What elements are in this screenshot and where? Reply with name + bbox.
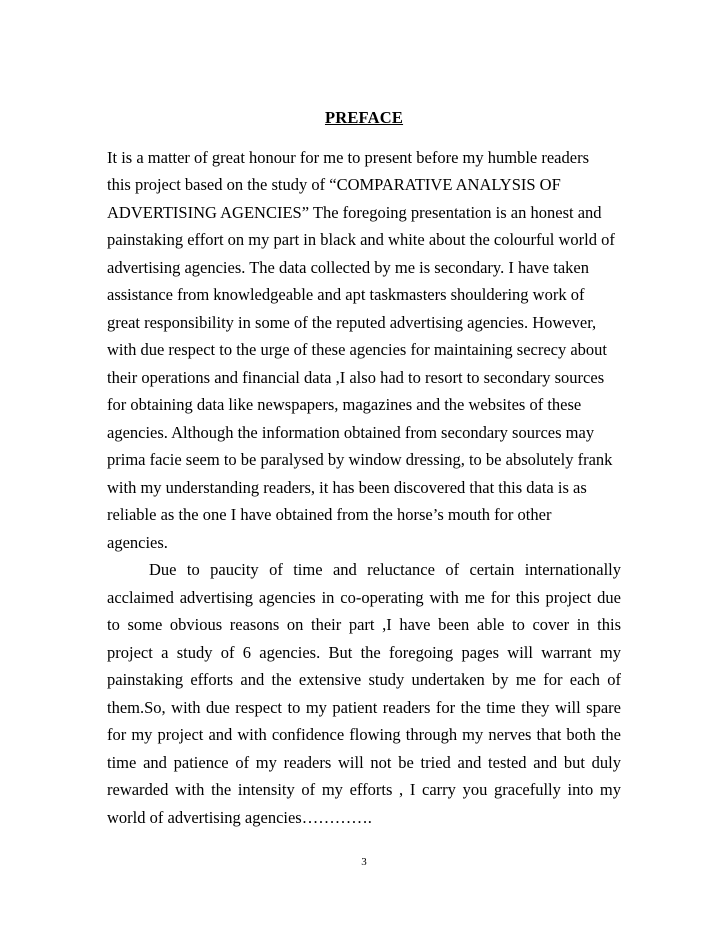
paragraph-line: assistance from knowledgeable and apt taskmasters shouldering work of: [107, 285, 585, 304]
paragraph-line: to some obvious reasons on their part ,I have been able to cover in this: [107, 615, 621, 634]
paragraph-line: Due to paucity of time and reluctance of certain internationally: [149, 560, 621, 579]
paragraph-line: this project based on the study of “COMPARATIVE ANALYSIS OF: [107, 175, 561, 194]
paragraph-line: ADVERTISING AGENCIES” The foregoing presentation is an honest and: [107, 203, 602, 222]
paragraph-line: for my project and with confidence flowing through my nerves that both the: [107, 725, 621, 744]
page-title: PREFACE: [324, 108, 404, 127]
paragraph-line: rewarded with the intensity of my efforts , I carry you gracefully into my: [107, 780, 621, 799]
paragraph-line: time and patience of my readers will not be tried and tested and but duly: [107, 753, 621, 772]
paragraph-line: their operations and financial data ,I also had to resort to secondary sources: [107, 368, 605, 387]
paragraph-line: agencies.: [107, 533, 168, 552]
paragraph-line: advertising agencies. The data collected by me is secondary. I have taken: [107, 258, 589, 277]
paragraph-line: painstaking effort on my part in black and white about the colourful world of: [107, 230, 615, 249]
paragraph-line: great responsibility in some of the reputed advertising agencies. However,: [107, 313, 597, 332]
page-number: 3: [361, 856, 367, 868]
paragraph-line: project a study of 6 agencies. But the foregoing pages will warrant my: [107, 643, 621, 662]
paragraph-line: for obtaining data like newspapers, magazines and the websites of these: [107, 395, 582, 414]
paragraph-line: It is a matter of great honour for me to present before my humble readers: [107, 148, 589, 167]
paragraph-line: reliable as the one I have obtained from the horse’s mouth for other: [107, 505, 552, 524]
paragraph-line: prima facie seem to be paralysed by window dressing, to be absolutely frank: [107, 450, 613, 469]
paragraph-line: agencies. Although the information obtained from secondary sources may: [107, 423, 595, 442]
paragraph-line: acclaimed advertising agencies in co-operating with me for this project due: [107, 588, 621, 607]
paragraph-line: with my understanding readers, it has been discovered that this data is as: [107, 478, 587, 497]
paragraph-line: painstaking efforts and the extensive study undertaken by me for each of: [107, 670, 621, 689]
paragraph-line: with due respect to the urge of these agencies for maintaining secrecy about: [107, 340, 608, 359]
paragraph-line: them.So, with due respect to my patient readers for the time they will spare: [107, 698, 621, 717]
paragraph-line: world of advertising agencies………….: [107, 808, 372, 827]
